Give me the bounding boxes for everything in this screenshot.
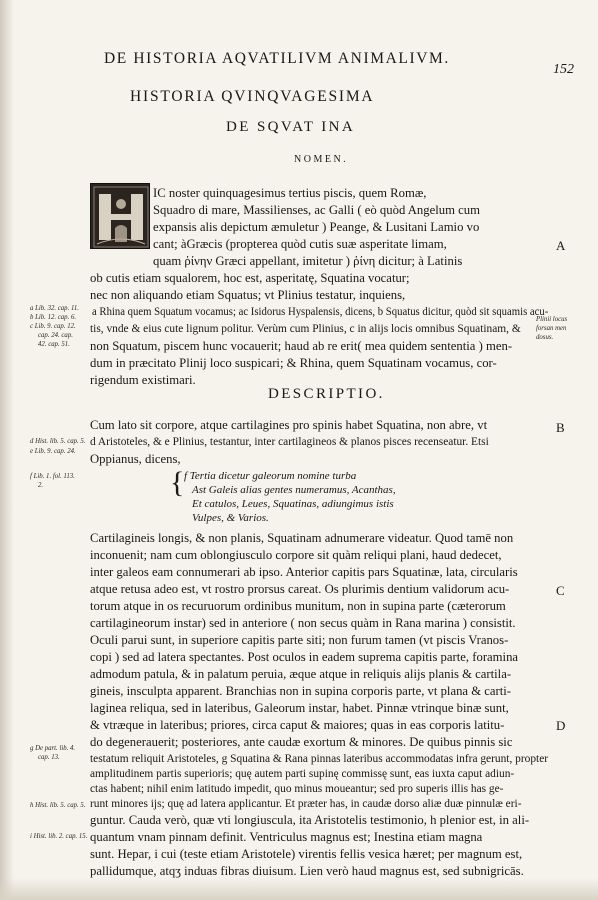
margin-note: i Hist. lib. 2. cap. 15. [30,833,88,840]
text-line: Squadro di mare, Massilienses, ac Galli ( eò quòd Angelum cum [153,203,480,217]
text-line: IC noster quinquagesimus tertius piscis, quem Romæ, [153,186,427,200]
margin-note-right: dosus. [536,334,554,341]
text-line: atque retusa adeo est, vt rostro prorsus careat. Os plurimis dentium validorum acu- [90,582,510,596]
text-line: dum in præcitato Plinij loco suspicari; & Rhina, quem Squatinam vocamus, cor- [90,356,497,370]
text-line: nec non aliquando etiam Squatus; vt Plinius testatur, inquiens, [90,288,406,302]
margin-note: c Lib. 9. cap. 12. [30,323,76,330]
margin-note: f Lib. 1. fol. 113. [30,473,75,480]
margin-letter-b: B [556,420,565,435]
margin-letter-d: D [556,718,566,733]
margin-note: d Hist. lib. 5. cap. 5. [30,438,86,445]
text-line: Cartilagineis longis, & non planis, Squatinam adnumerare videatur. Quod tamē non [90,531,514,545]
page-bottom-edge [0,878,598,900]
margin-note: b Lib. 12. cap. 6. [30,314,77,321]
page-number: 152 [553,62,574,77]
running-head: DE HISTORIA AQVATILIVM ANIMALIVM. [104,50,450,67]
text-line: inconuenit; nam cum oblongiusculo corpore sit quàm reliqui plani, haud dedecet, [90,548,502,562]
verse-line: f Tertia dicetur galeorum nomine turba [184,470,357,482]
text-line: rigendum existimari. [90,373,196,387]
verse-brace: { [170,466,185,499]
margin-note: cap. 13. [38,754,60,761]
text-line: Oculi parui sunt, in superiore capitis parte siti; non furum tamen (vt piscis Vranos- [90,633,509,647]
text-line: a Rhina quem Squatum vocamus; ac Isidorus Hyspalensis, dicens, b Squatus dicitur, quòd sit squamis acu- [92,306,549,318]
text-line: admodum patula, & in palatum peruia, æque atque in reliquis alijs planis & cartila- [90,667,512,681]
text-line: d Aristoteles, & e Plinius, testantur, inter cartilagineos & planos pisces recenseatur. Etsi [90,436,489,448]
margin-note: e Lib. 9. cap. 24. [30,448,76,455]
margin-letter-a: A [556,238,566,253]
text-line: runt minores ijs; quę ad latera applicantur. Et præter has, in caudæ dorso aliæ duæ pinnulæ eri- [90,798,522,810]
chapter-title: HISTORIA QVINQVAGESIMA [130,88,375,105]
decorated-initial-h [90,183,150,249]
text-line: testatum reliquit Aristoteles, g Squatina & Rana pinnas lateribus accommodatas infra gerunt, propter [90,753,549,765]
text-line: quantum vnam pinnam definit. Ventriculus magnus est; Inestina etiam magna [90,830,483,844]
margin-letter-c: C [556,583,565,598]
text-line: guntur. Cauda verò, quæ vti longiuscula, ita Aristotelis testimonio, h plenior est, in ali- [90,813,530,827]
margin-note: 42. cap. 51. [38,341,70,348]
section-heading-nomen: NOMEN. [294,154,349,165]
text-line: do degenerauerit; posteriores, ante caudæ exortum & minores. De quibus pinnis sic [90,735,513,749]
text-line: non Squatum, piscem hunc vocauerit; haud ab re erit( mea quidem sententia ) men- [90,339,513,353]
text-line: & vtræque in lateribus; priores, circa caput & maiores; quas in eas corporis latitu- [90,718,505,732]
text-line: cant; àGræcis (propterea quòd cutis suæ asperitate limam, [153,237,447,251]
margin-note: 2. [38,482,44,489]
margin-note-right: Plinii locus [536,316,568,323]
text-line: expansis alis depictum æmuletur ) Peange, & Lusitani Lamio vo [153,220,480,234]
margin-note: h Hist. lib. 5. cap. 5. [30,802,86,809]
chapter-subtitle: DE SQVAT INA [226,119,356,135]
text-line: quam ῥίνην Græci appellant, imitetur ) ῥίνη dicitur; à Latinis [153,254,463,268]
text-line: copi ) sed ad latera spectantes. Post oculos in eadem suprema capitis parte, foramina [90,650,519,664]
margin-note: cap. 24. cap. [38,332,73,339]
text-line: tis, vnde & eius cute lignum politur. Verùm cum Plinius, c in alijs locis omnibus Squatinam, & [90,323,521,335]
text-line: torum atque in os recuruorum ordinibus munitum, non in supina parte (cæterorum [90,599,506,613]
text-line: ob cutis etiam squalorem, hoc est, asperitatę, Squatina vocatur; [90,271,410,285]
text-line: laginea reliqua, sed in lateribus, Galeorum instar, habet. Pinnæ vtrinque binæ sunt, [90,701,509,715]
verse-line: Et catulos, Leues, Squatinas, adiungimus istis [192,498,394,510]
margin-note: a Lib. 32. cap. 11. [30,305,79,312]
text-line: Cum lato sit corpore, atque cartilagines pro spinis habet Squatina, non abre, vt [90,418,488,432]
verse-line: Ast Galeis alias gentes numeramus, Acanthas, [192,484,396,496]
text-line: gineis, insculpta apparent. Branchias non in supina corporis parte, vt plana & carti- [90,684,512,698]
margin-note-right: forsan men [536,325,567,332]
verse-line: Vulpes, & Varios. [192,512,269,524]
text-line: ctas habent; nihil enim latitudo impedit, quo minus moueantur; sed pro superis illis has ge- [90,783,504,795]
text-line: inter galeos eam connumerari ab ipso. Anterior capitis pars Squatinæ, lata, circularis [90,565,518,579]
text-line: sunt. Hepar, i cui (teste etiam Aristotele) virentis fellis vesica hæret; per magnum est, [90,847,523,861]
gutter-shadow [0,0,14,900]
section-heading-descriptio: DESCRIPTIO. [268,386,385,402]
text-line: cartilagineorum instar) sed in anteriore ( non secus quàm in Rana marina ) consistit. [90,616,516,630]
text-line: Oppianus, dicens, [90,452,181,466]
text-line: pallidumque, atqʒ induas fibras diuisum. Lien verò haud magnus est, sed subnigricās. [90,864,524,878]
text-line: amplitudinem partis superioris; quę autem parti supinę commissę sunt, eas iuxta caput adiun- [90,768,515,780]
margin-note: g De part. lib. 4. [30,745,76,752]
